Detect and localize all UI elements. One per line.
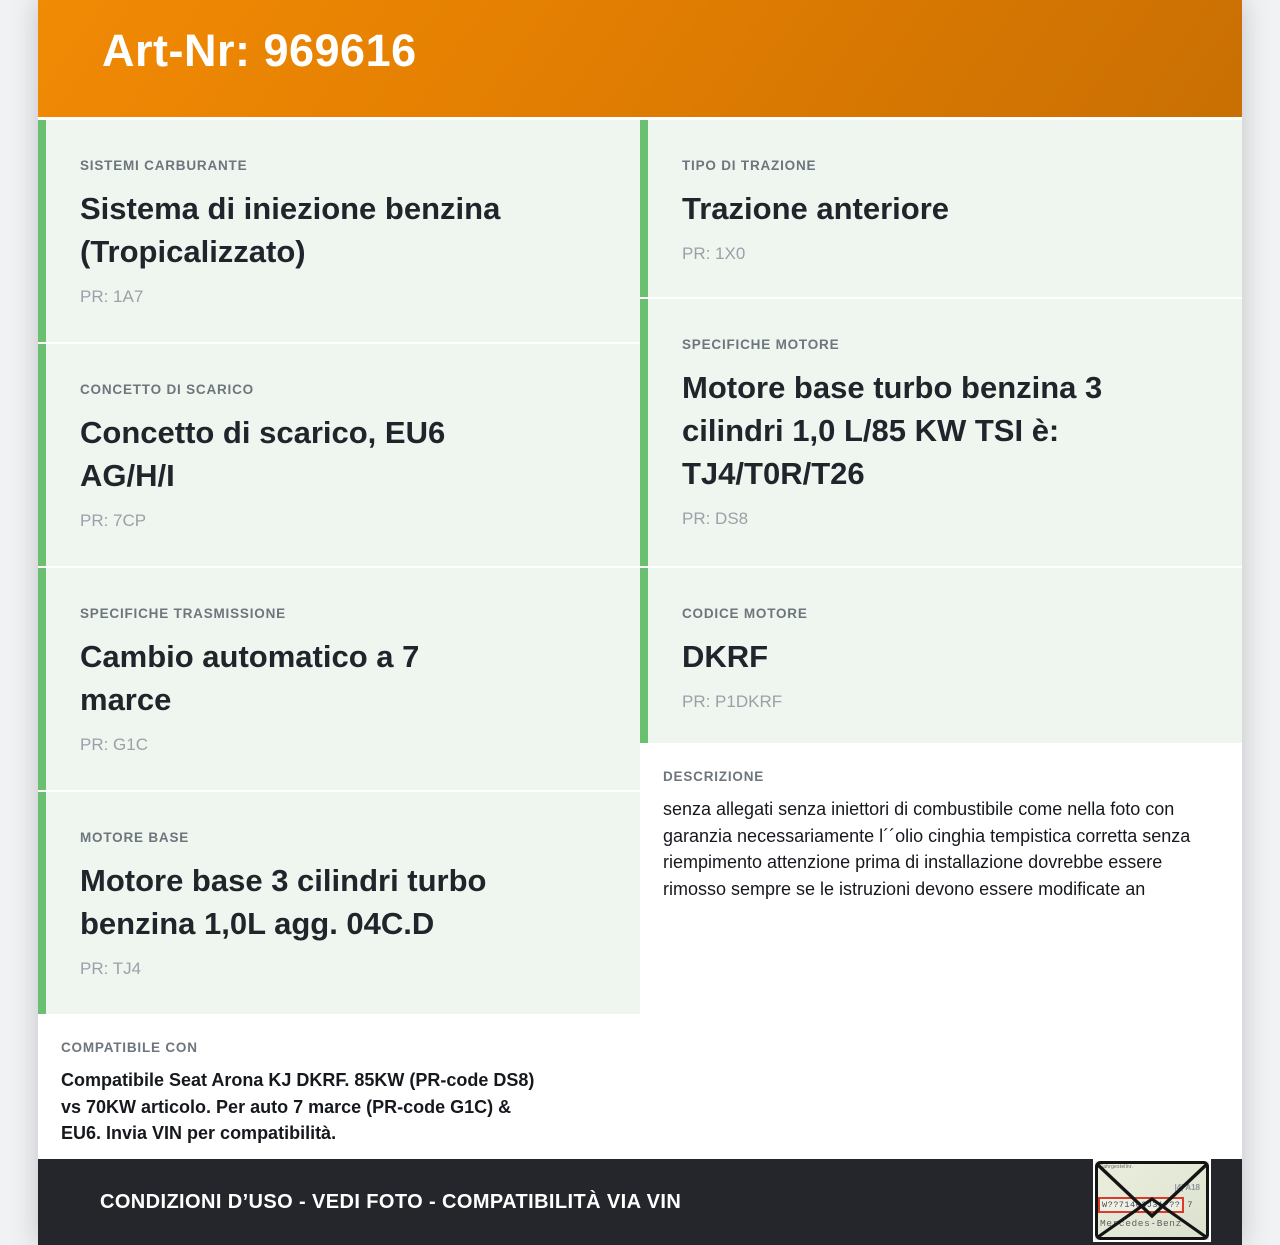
spec-card-pr-code: PR: 7CP <box>80 511 147 530</box>
spec-card-title: Concetto di scarico, EU6 AG/H/I <box>80 415 446 493</box>
brand-text: Mercedes-Benz <box>1100 1218 1182 1229</box>
spec-card-pr-code: PR: G1C <box>80 735 149 754</box>
spec-card-specifiche-motore <box>640 299 1242 566</box>
spec-column-left <box>38 120 640 1159</box>
spec-card-concetto-scarico <box>38 344 640 566</box>
vehicle-registration-document <box>1095 1161 1209 1240</box>
spec-card-codice-motore <box>640 568 1242 743</box>
compatibile-con-section <box>38 1016 640 1159</box>
spec-card-label: TIPO DI TRAZIONE <box>682 158 817 173</box>
compatibile-con-text: Compatibile Seat Arona KJ DKRF. 85KW (PR-code DS8) vs 70KW articolo. Per auto 7 marce (PR-code G1C) & EU6. Invia VIN per compatibilità. <box>61 1070 535 1143</box>
vin-suffix: 7 <box>1187 1200 1193 1210</box>
document-ref-text: |4| A18 <box>1174 1183 1200 1192</box>
compatibile-con-label: COMPATIBILE CON <box>61 1040 198 1055</box>
fahrgestellnr-label: Fahrgestellnr. <box>1100 1164 1134 1170</box>
spec-card-title: Cambio automatico a 7 marce <box>80 639 420 717</box>
vin-highlight-box: W??71463J31??? <box>1098 1197 1184 1213</box>
descrizione-text: senza allegati senza iniettori di combustibile come nella foto con garanzia necessariamente l´´olio cinghia tempistica corretta senza riempimento attenzione prima di installazione dovrebbe essere rimosso sempre se le istruzioni devono essere modificate an <box>663 799 1191 899</box>
spec-card-title: Sistema di iniezione benzina (Tropicalizzato) <box>80 191 501 269</box>
spec-card-pr-code: PR: 1A7 <box>80 287 144 306</box>
spec-card-label: MOTORE BASE <box>80 830 190 845</box>
spec-card-trazione <box>640 120 1242 297</box>
spec-card-motore-base <box>38 792 640 1014</box>
spec-card-label: CODICE MOTORE <box>682 606 808 621</box>
conditions-footer-text: CONDIZIONI D’USO - VEDI FOTO - COMPATIBILITÀ VIA VIN <box>100 1190 682 1213</box>
descrizione-section <box>640 745 1242 1159</box>
spec-card-title: Motore base turbo benzina 3 cilindri 1,0 L/85 KW TSI è: TJ4/T0R/T26 <box>682 370 1103 491</box>
spec-card-pr-code: PR: 1X0 <box>682 244 746 263</box>
listing-page <box>38 0 1242 1245</box>
spec-card-title: DKRF <box>682 639 769 674</box>
spec-card-sistemi-carburante <box>38 120 640 342</box>
spec-card-label: SISTEMI CARBURANTE <box>80 158 248 173</box>
spec-card-pr-code: PR: TJ4 <box>80 959 142 978</box>
spec-card-pr-code: PR: DS8 <box>682 509 749 528</box>
spec-grid <box>38 120 1242 1159</box>
descrizione-label: DESCRIZIONE <box>663 769 765 784</box>
spec-card-label: CONCETTO DI SCARICO <box>80 382 254 397</box>
spec-card-title: Trazione anteriore <box>682 191 950 226</box>
spec-card-title: Motore base 3 cilindri turbo benzina 1,0L agg. 04C.D <box>80 863 487 941</box>
spec-card-label: SPECIFICHE MOTORE <box>682 337 840 352</box>
vin-document-stamp <box>1093 1159 1211 1242</box>
crossed-envelope-icon <box>1095 1161 1209 1240</box>
spec-column-right <box>640 120 1242 1159</box>
article-number-title: Art-Nr: 969616 <box>102 25 417 76</box>
page-header <box>38 0 1242 117</box>
spec-card-pr-code: PR: P1DKRF <box>682 692 783 711</box>
conditions-footer <box>38 1159 1242 1245</box>
spec-card-label: SPECIFICHE TRASMISSIONE <box>80 606 286 621</box>
spec-card-trasmissione <box>38 568 640 790</box>
